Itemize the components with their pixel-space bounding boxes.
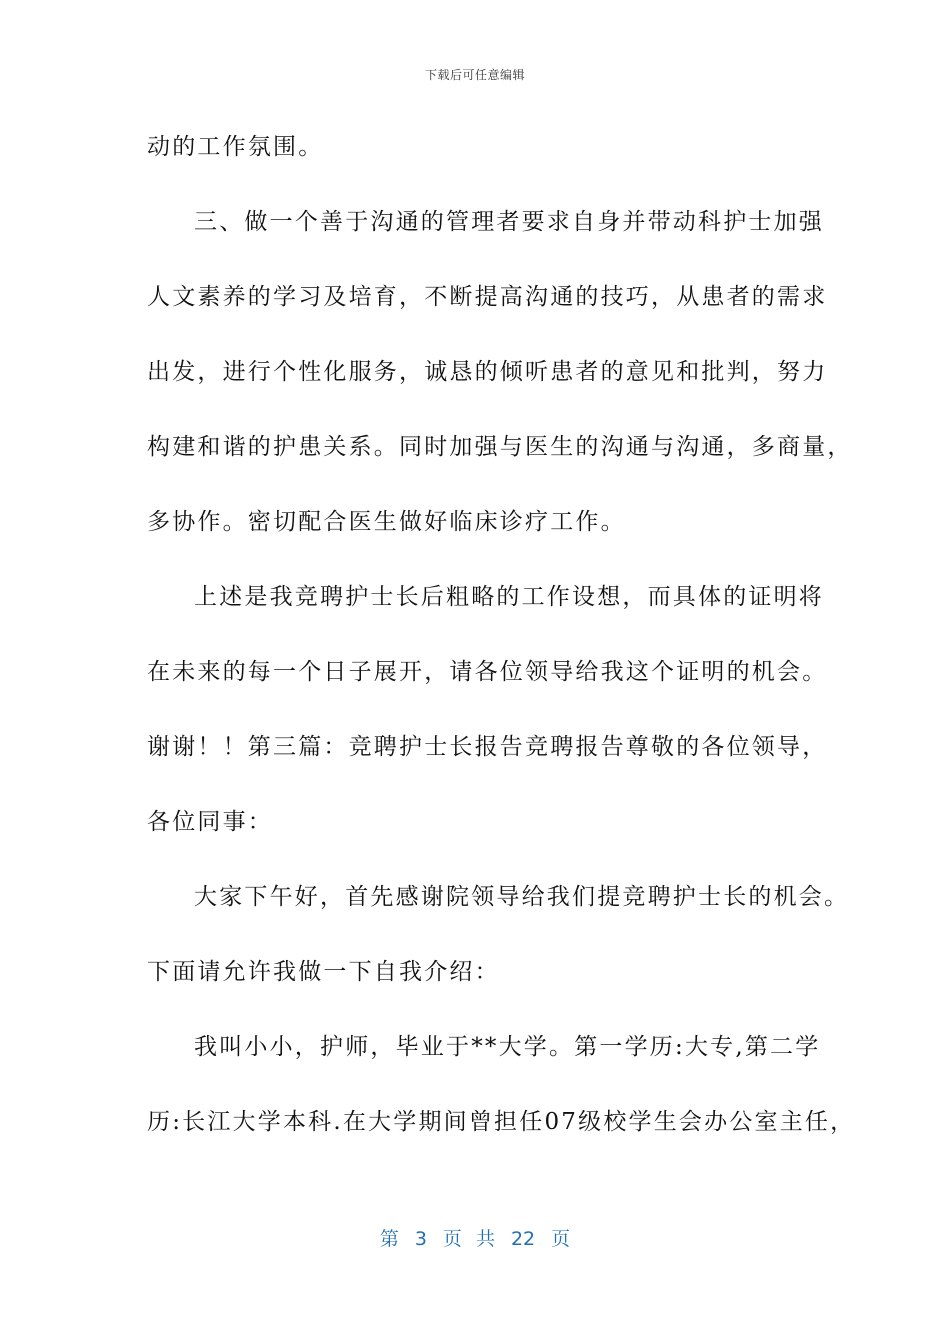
paragraph-line-1: 动的工作氛围。 [147, 134, 324, 160]
paragraph-line-8: 在未来的每一个日子展开，请各位领导给我这个证明的机会。 [147, 659, 828, 685]
footer-prefix: 第 [379, 1228, 399, 1250]
paragraph-line-9: 谢谢！！第三篇：竞聘护士长报告竞聘报告尊敬的各位领导， [147, 734, 828, 760]
paragraph-line-12: 下面请允许我做一下自我介绍： [147, 959, 500, 985]
page-header: 下载后可任意编辑 [424, 68, 525, 82]
paragraph-line-11: 大家下午好，首先感谢院领导给我们提竞聘护士长的机会。 [194, 884, 850, 910]
paragraph-line-10: 各位同事： [147, 809, 273, 835]
footer-total-pages: 22 [510, 1228, 536, 1250]
paragraph-line-14: 历:长江大学本科.在大学期间曾担任07级校学生会办公室主任， [147, 1109, 856, 1135]
paragraph-line-6: 多协作。密切配合医生做好临床诊疗工作。 [147, 509, 626, 535]
document-body [147, 125, 856, 1175]
page-footer [0, 1224, 950, 1251]
paragraph-line-7: 上述是我竞聘护士长后粗略的工作设想，而具体的证明将 [194, 584, 824, 610]
footer-middle: 页 共 [442, 1228, 495, 1250]
paragraph-line-2: 三、做一个善于沟通的管理者要求自身并带动科护士加强 [194, 209, 824, 235]
footer-current-page: 3 [414, 1228, 427, 1250]
paragraph-line-13: 我叫小小，护师，毕业于**大学。第一学历:大专,第二学 [194, 1034, 821, 1060]
paragraph-line-3: 人文素养的学习及培育，不断提高沟通的技巧，从患者的需求 [147, 284, 828, 310]
paragraph-line-4: 出发，进行个性化服务，诚恳的倾听患者的意见和批判，努力 [147, 359, 828, 385]
paragraph-line-5: 构建和谐的护患关系。同时加强与医生的沟通与沟通，多商量， [147, 434, 853, 460]
footer-suffix: 页 [551, 1228, 571, 1250]
